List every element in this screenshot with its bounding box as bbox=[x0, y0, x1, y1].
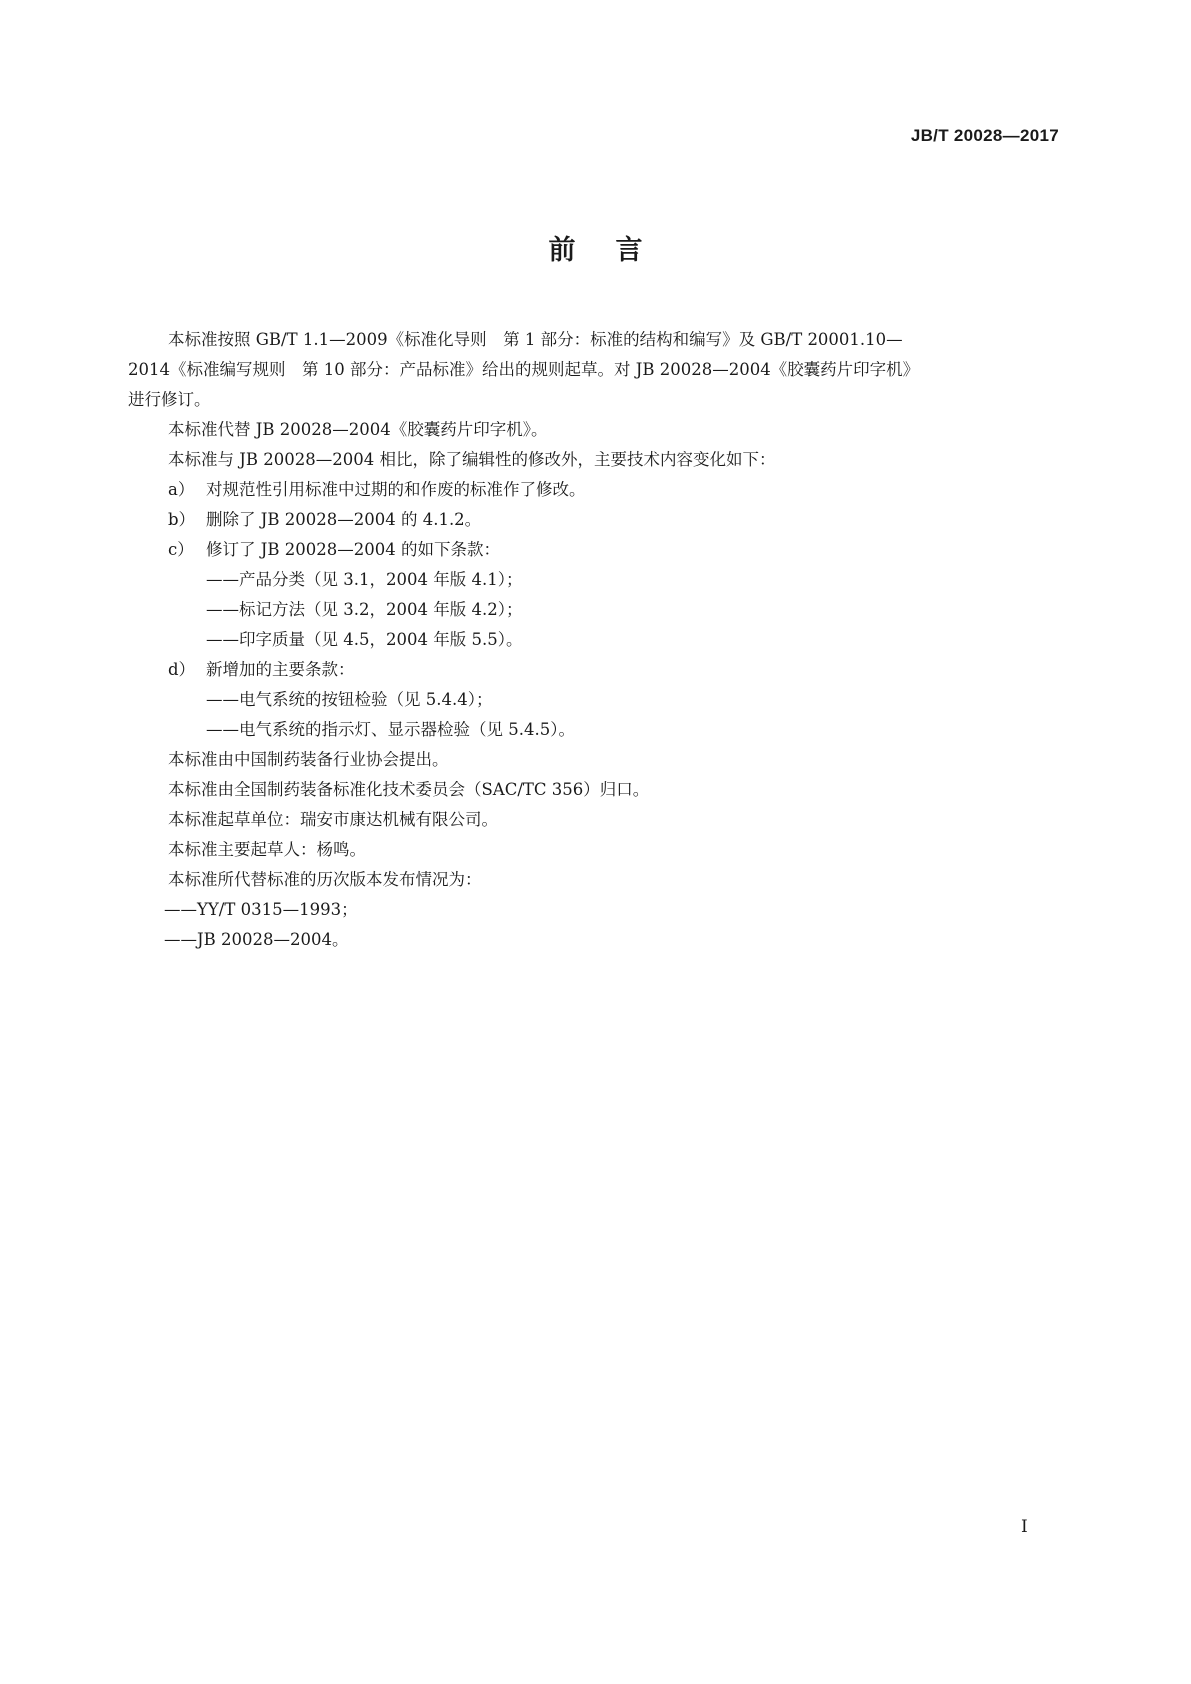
text-line: 进行修订。 bbox=[128, 390, 211, 409]
sub-item: ——电气系统的指示灯、显示器检验（见 5.4.5）。 bbox=[206, 720, 575, 739]
page-title: 前言 bbox=[548, 235, 683, 266]
text-line: 2014《标准编写规则 第 10 部分：产品标准》给出的规则起草。对 JB 20028—2004《胶囊药片印字机》 bbox=[128, 360, 920, 379]
paragraph-drafting-unit: 本标准起草单位：瑞安市康达机械有限公司。 bbox=[168, 810, 498, 829]
history-item: ——YY/T 0315—1993； bbox=[164, 900, 358, 919]
paragraph-drafting-rules bbox=[128, 325, 1063, 415]
page-number: I bbox=[1021, 1517, 1028, 1537]
paragraph-committee: 本标准由全国制药装备标准化技术委员会（SAC/TC 356）归口。 bbox=[168, 780, 650, 799]
sub-item: ——产品分类（见 3.1，2004 年版 4.1）； bbox=[206, 570, 523, 589]
sub-item: ——印字质量（见 4.5，2004 年版 5.5）。 bbox=[206, 630, 523, 649]
list-item-d bbox=[168, 655, 1063, 685]
item-text: 删除了 JB 20028—2004 的 4.1.2。 bbox=[206, 510, 482, 529]
item-text: 修订了 JB 20028—2004 的如下条款： bbox=[206, 540, 500, 559]
foreword-body bbox=[128, 325, 1063, 955]
item-label: b） bbox=[168, 510, 196, 529]
list-item-b bbox=[168, 505, 1063, 535]
history-item: ——JB 20028—2004。 bbox=[164, 930, 349, 949]
standard-code: JB/T 20028—2017 bbox=[910, 126, 1059, 145]
item-label: a） bbox=[168, 480, 195, 499]
sub-item: ——标记方法（见 3.2，2004 年版 4.2）； bbox=[206, 600, 523, 619]
text-line: 本标准按照 GB/T 1.1—2009《标准化导则 第 1 部分：标准的结构和编写》及 GB/T 20001.10— bbox=[168, 330, 903, 349]
item-text: 对规范性引用标准中过期的和作废的标准作了修改。 bbox=[206, 480, 586, 499]
item-text: 新增加的主要条款： bbox=[206, 660, 355, 679]
item-label: c） bbox=[168, 540, 194, 559]
paragraph-history-intro: 本标准所代替标准的历次版本发布情况为： bbox=[168, 870, 482, 889]
sub-item: ——电气系统的按钮检验（见 5.4.4）； bbox=[206, 690, 493, 709]
paragraph-drafter: 本标准主要起草人：杨鸣。 bbox=[168, 840, 366, 859]
list-item-a bbox=[168, 475, 1063, 505]
paragraph-changes-intro: 本标准与 JB 20028—2004 相比，除了编辑性的修改外，主要技术内容变化如下： bbox=[168, 450, 776, 469]
paragraph-proposer: 本标准由中国制药装备行业协会提出。 bbox=[168, 750, 449, 769]
paragraph-replaces: 本标准代替 JB 20028—2004《胶囊药片印字机》。 bbox=[168, 420, 548, 439]
list-item-c bbox=[168, 535, 1063, 565]
item-label: d） bbox=[168, 660, 196, 679]
